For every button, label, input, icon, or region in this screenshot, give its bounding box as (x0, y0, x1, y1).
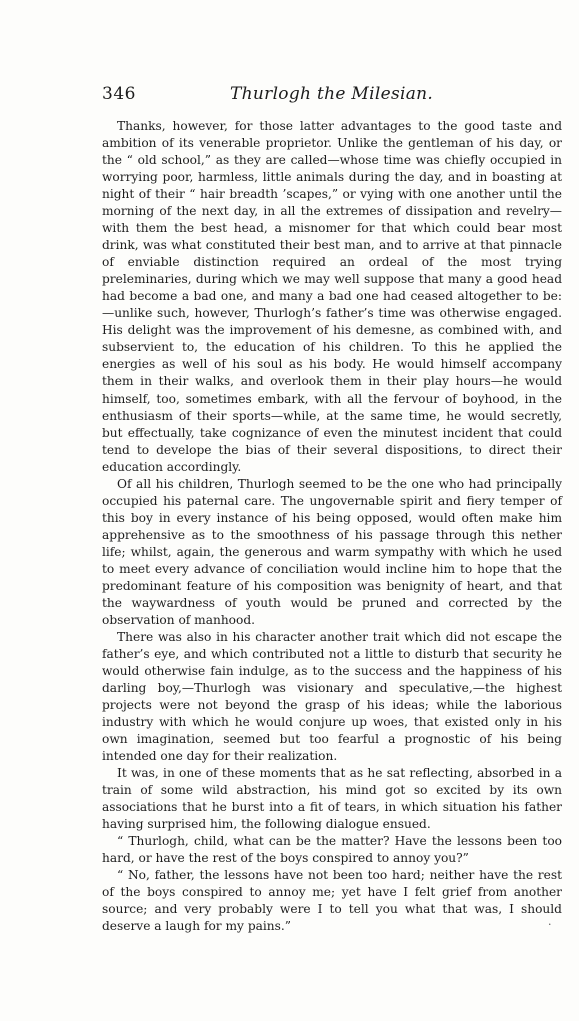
running-title: Thurlogh the Milesian. (230, 84, 434, 104)
paragraph-2: Of all his children, Thurlogh seemed to be the one who had principally occupied his paternal care. The ungovernable spirit and fiery temper of this boy in every instance of his being opposed, would often make him apprehensive as to the smoothness of his passage through this nether life; whilst, again, the generous and warm sympathy with which he used to meet every advance of conciliation would incline him to hope that the predominant feature of his composition was benignity of heart, and that the waywardness of youth would be pruned and corrected by the observation of manhood. (102, 476, 562, 627)
paragraph-5: “ Thurlogh, child, what can be the matter? Have the lessons been too hard, or have the rest of the boys conspired to annoy you?” (102, 834, 562, 866)
margin-mark: · (548, 918, 552, 931)
paragraph-4: It was, in one of these moments that as he sat reflecting, absorbed in a train of some wild abstraction, his mind got so excited by its own associations that he burst into a fit of tears, in which situation his father having surprised him, the following dialogue ensued. (102, 766, 562, 832)
paragraph-3: There was also in his character another trait which did not escape the father’s eye, and which contributed not a little to disturb that security he would otherwise fain indulge, as to the success and the happiness of his darling boy,—Thurlogh was visionary and speculative,—the highest projects were not beyond the grasp of his ideas; while the laborious industry with which he would conjure up woes, that existed only in his own imagination, seemed but too fearful a prognostic of his being intended one day for their realization. (102, 629, 562, 764)
paragraph-1: Thanks, however, for those latter advantages to the good taste and ambition of its venerable proprietor. Unlike the gentleman of his day, or the “ old school,” as they are called—whose time was chiefly occupied in worrying poor, harmless, little animals during the day, and in boasting at night of their “ hair breadth ’scapes,” or vying with one another until the morning of the next day, in all the extremes of dissipation and revelry—with them the best head, a misnomer for that which could bear most drink, was what constituted their best man, and to arrive at that pinnacle of enviable distinction required an ordeal of the most trying preleminaries, during which we may well suppose that many a good head had become a bad one, and many a bad one had ceased altogether to be:—unlike such, however, Thurlogh’s father’s time was otherwise engaged. His delight was the improvement of his demesne, as combined with, and subservient to, the education of his children. To this he applied the energies as well of his soul as his body. He would himself accompany them in their walks, and overlook them in their play hours—he would himself, too, sometimes embark, with all the fervour of boyhood, in the enthusiasm of their sports—while, at the same time, he would secretly, but effectually, take cognizance of even the minutest incident that could tend to develope the bias of their several dispositions, to direct their education accordingly. (102, 119, 562, 474)
paragraph-6: “ No, father, the lessons have not been too hard; neither have the rest of the boys conspired to annoy me; yet have I felt grief from another source; and very probably were I to tell you what that was, I should deserve a laugh for my pains.” (102, 868, 562, 934)
page-number: 346 (102, 84, 136, 104)
body-text (102, 118, 562, 936)
running-head (102, 84, 570, 108)
